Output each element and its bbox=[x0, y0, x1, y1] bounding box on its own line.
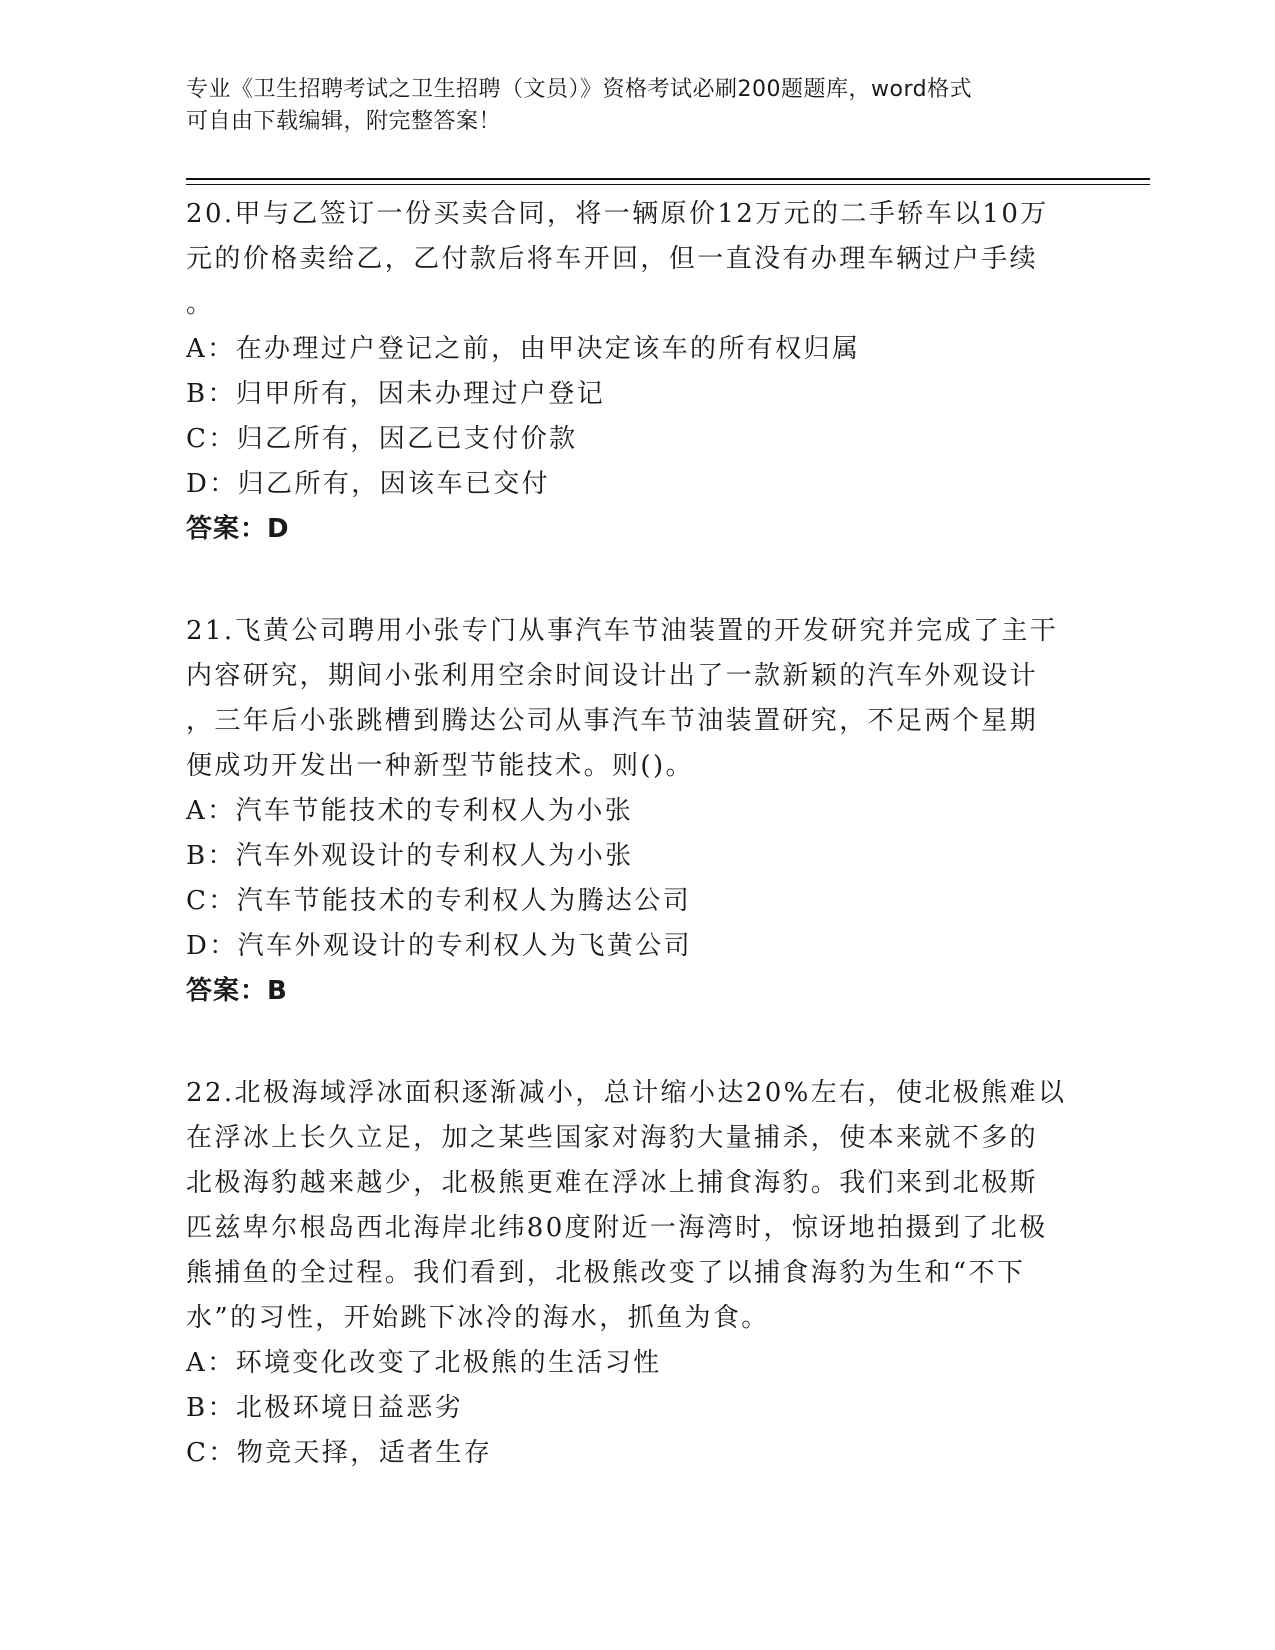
option-d: D：汽车外观设计的专利权人为飞黄公司 bbox=[186, 931, 693, 961]
header-divider-thick bbox=[186, 178, 1150, 180]
option-c: C：归乙所有，因乙已支付价款 bbox=[186, 424, 578, 454]
option-d: D：归乙所有，因该车已交付 bbox=[186, 469, 551, 499]
option-c: C：汽车节能技术的专利权人为腾达公司 bbox=[186, 886, 692, 916]
answer-key: 答案：B bbox=[186, 976, 288, 1006]
question-stem-line: 22.北极海域浮冰面积逐渐减小，总计缩小达20%左右，使北极熊难以 bbox=[186, 1078, 1067, 1108]
option-b: B：北极环境日益恶劣 bbox=[186, 1393, 464, 1423]
option-a: A：环境变化改变了北极熊的生活习性 bbox=[186, 1348, 662, 1378]
question-22 bbox=[186, 1071, 1086, 1476]
question-21 bbox=[186, 609, 1086, 1014]
question-20 bbox=[186, 192, 1086, 552]
header-line: 可自由下载编辑，附完整答案！ bbox=[186, 109, 502, 134]
question-stem-line: 20.甲与乙签订一份买卖合同，将一辆原价12万元的二手轿车以10万 bbox=[186, 199, 1049, 229]
question-stem-line: 内容研究，期间小张利用空余时间设计出了一款新颖的汽车外观设计 bbox=[186, 661, 1039, 691]
question-stem-line: ，三年后小张跳槽到腾达公司从事汽车节油装置研究，不足两个星期 bbox=[186, 706, 1039, 736]
question-stem-line: 元的价格卖给乙，乙付款后将车开回，但一直没有办理车辆过户手续 bbox=[186, 244, 1039, 274]
option-c: C：物竞天择，适者生存 bbox=[186, 1438, 493, 1468]
option-a: A：汽车节能技术的专利权人为小张 bbox=[186, 796, 634, 826]
answer-key: 答案：D bbox=[186, 514, 290, 544]
question-stem-line: 水”的习性，开始跳下冰冷的海水，抓鱼为食。 bbox=[186, 1303, 770, 1333]
option-a: A：在办理过户登记之前，由甲决定该车的所有权归属 bbox=[186, 334, 861, 364]
page-header bbox=[186, 74, 1066, 138]
header-line: 专业《卫生招聘考试之卫生招聘（文员）》资格考试必刷200题题库，word格式 bbox=[186, 77, 973, 102]
option-b: B：归甲所有，因未办理过户登记 bbox=[186, 379, 606, 409]
option-b: B：汽车外观设计的专利权人为小张 bbox=[186, 841, 634, 871]
question-stem-line: 在浮冰上长久立足，加之某些国家对海豹大量捕杀，使本来就不多的 bbox=[186, 1123, 1039, 1153]
question-stem-line: 北极海豹越来越少，北极熊更难在浮冰上捕食海豹。我们来到北极斯 bbox=[186, 1168, 1039, 1198]
question-stem-line: 21.飞黄公司聘用小张专门从事汽车节油装置的开发研究并完成了主干 bbox=[186, 616, 1059, 646]
question-stem-line: 熊捕鱼的全过程。我们看到，北极熊改变了以捕食海豹为生和“不下 bbox=[186, 1258, 1026, 1288]
question-list bbox=[186, 192, 1086, 1533]
question-stem-line: 。 bbox=[186, 289, 215, 319]
question-stem-line: 匹兹卑尔根岛西北海岸北纬80度附近一海湾时，惊讶地拍摄到了北极 bbox=[186, 1213, 1048, 1243]
question-stem-line: 便成功开发出一种新型节能技术。则()。 bbox=[186, 751, 694, 781]
header-divider-thin bbox=[186, 184, 1150, 185]
